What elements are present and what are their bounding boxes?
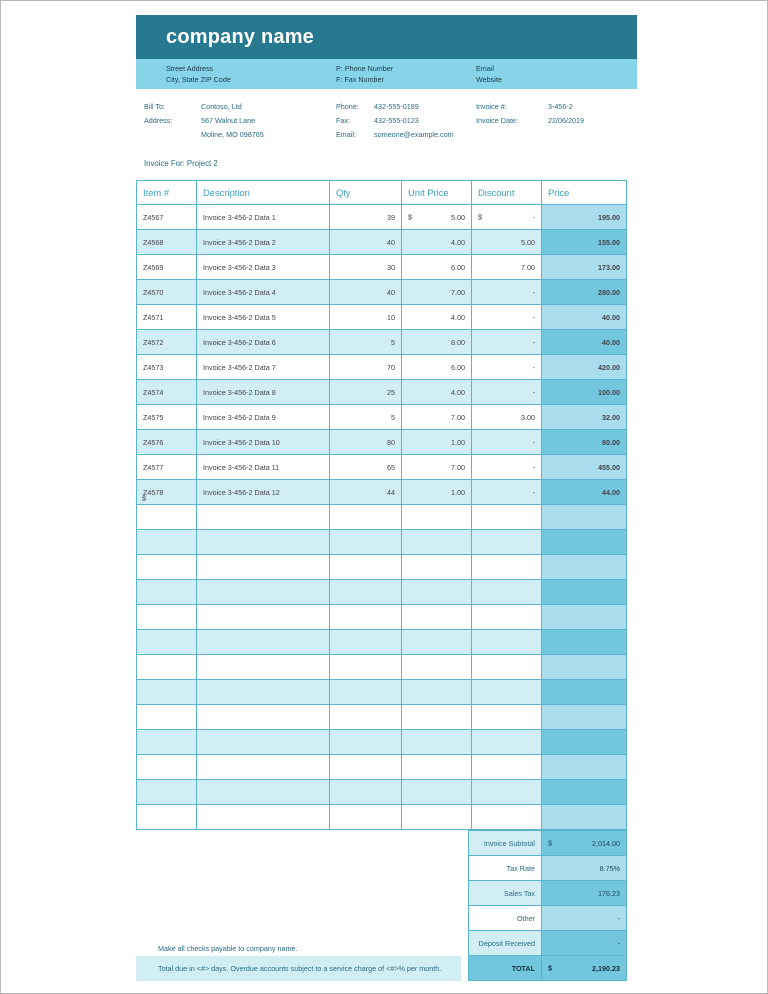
cell-empty <box>330 780 402 805</box>
cell-qty: 30 <box>330 255 402 280</box>
cell-discount: - <box>472 430 542 455</box>
column-header-unit-price: Unit Price <box>402 181 472 205</box>
cell-empty <box>197 805 330 830</box>
cell-unit-price: 8.00 <box>402 330 472 355</box>
table-row <box>137 405 627 430</box>
company-contact-band <box>136 59 637 89</box>
totals-label: Deposit Received <box>469 931 542 956</box>
cell-empty <box>137 730 197 755</box>
cell-empty <box>197 655 330 680</box>
cell-description: Invoice 3-456-2 Data 7 <box>197 355 330 380</box>
cell-empty <box>542 505 627 530</box>
cell-empty <box>197 605 330 630</box>
cell-description: Invoice 3-456-2 Data 5 <box>197 305 330 330</box>
table-row-empty <box>137 505 627 530</box>
cell-qty: 39 <box>330 205 402 230</box>
cell-empty <box>137 655 197 680</box>
cell-price: 40.00 <box>542 330 627 355</box>
invoice-date-label: Invoice Date: <box>476 116 518 125</box>
cell-empty <box>402 605 472 630</box>
totals-label: Other <box>469 906 542 931</box>
invoice-number-label: Invoice #: <box>476 102 507 111</box>
cell-discount: 7.00 <box>472 255 542 280</box>
table-row <box>137 430 627 455</box>
cell-item-number: Z4575 <box>137 405 197 430</box>
cell-unit-price: 6.00 <box>402 355 472 380</box>
cell-empty <box>402 530 472 555</box>
totals-row <box>469 856 627 881</box>
cell-empty <box>330 655 402 680</box>
cell-empty <box>472 755 542 780</box>
column-header-price: Price <box>542 181 627 205</box>
cell-description: Invoice 3-456-2 Data 9 <box>197 405 330 430</box>
cell-empty <box>330 705 402 730</box>
cell-empty <box>197 780 330 805</box>
cell-item-number: Z4568 <box>137 230 197 255</box>
cell-empty <box>472 655 542 680</box>
cell-item-number: Z4569 <box>137 255 197 280</box>
cell-empty <box>542 555 627 580</box>
contact-website-label: Website <box>476 75 502 84</box>
line-items-body <box>137 205 627 830</box>
cell-qty: 40 <box>330 280 402 305</box>
cell-price: $ 195.00 <box>542 205 627 230</box>
table-row <box>137 380 627 405</box>
cell-empty <box>197 580 330 605</box>
cell-unit-price: 1.00 <box>402 430 472 455</box>
cell-empty <box>472 505 542 530</box>
cell-discount: - <box>472 480 542 505</box>
cell-empty <box>542 655 627 680</box>
cell-empty <box>137 755 197 780</box>
cell-empty <box>402 630 472 655</box>
contact-email-label: Email <box>476 64 494 73</box>
cell-discount: $ - <box>472 205 542 230</box>
cell-description: Invoice 3-456-2 Data 11 <box>197 455 330 480</box>
cell-empty <box>137 505 197 530</box>
totals-value: $ 2,014.00 <box>542 831 627 856</box>
cell-unit-price: 4.00 <box>402 305 472 330</box>
cell-empty <box>197 730 330 755</box>
cell-item-number: Z4574 <box>137 380 197 405</box>
cell-empty <box>330 605 402 630</box>
table-row-empty <box>137 755 627 780</box>
contact-column-address <box>166 63 231 85</box>
cell-unit-price: 7.00 <box>402 280 472 305</box>
cell-discount: 3.00 <box>472 405 542 430</box>
footer-payable-note: Make all checks payable to company name. <box>158 944 298 953</box>
cell-unit-price: 7.00 <box>402 405 472 430</box>
contact-column-web <box>476 63 502 85</box>
cell-description: Invoice 3-456-2 Data 2 <box>197 230 330 255</box>
cell-qty: 44 <box>330 480 402 505</box>
cell-price: 40.00 <box>542 305 627 330</box>
address-line-2: Moline, MO 098765 <box>201 130 264 139</box>
cell-description: Invoice 3-456-2 Data 10 <box>197 430 330 455</box>
currency-symbol: $ <box>548 838 552 848</box>
cell-empty <box>402 730 472 755</box>
cell-empty <box>542 630 627 655</box>
cell-item-number: Z4573 <box>137 355 197 380</box>
column-header-item: Item # <box>137 181 197 205</box>
address-line-1: 567 Walnut Lane <box>201 116 256 125</box>
cell-empty <box>137 805 197 830</box>
fax-value: 432-555-0123 <box>374 116 419 125</box>
cell-discount: - <box>472 280 542 305</box>
cell-empty <box>330 630 402 655</box>
cell-empty <box>542 705 627 730</box>
contact-city-state-zip: City, State ZIP Code <box>166 75 231 84</box>
cell-discount: - <box>472 305 542 330</box>
cell-price: 44.00 <box>542 480 627 505</box>
cell-empty <box>330 530 402 555</box>
table-row-empty <box>137 555 627 580</box>
cell-item-number: Z4577 <box>137 455 197 480</box>
contact-street-address: Street Address <box>166 64 214 73</box>
totals-row <box>469 831 627 856</box>
cell-item-number: Z4567 <box>137 205 197 230</box>
cell-empty <box>330 505 402 530</box>
cell-empty <box>330 730 402 755</box>
cell-description: Invoice 3-456-2 Data 1 <box>197 205 330 230</box>
totals-row <box>469 906 627 931</box>
cell-unit-price: 1.00 <box>402 480 472 505</box>
cell-empty <box>542 730 627 755</box>
cell-price: 155.00 <box>542 230 627 255</box>
cell-empty <box>542 605 627 630</box>
cell-qty: 70 <box>330 355 402 380</box>
cell-empty <box>137 630 197 655</box>
cell-empty <box>197 755 330 780</box>
cell-empty <box>402 780 472 805</box>
cell-qty: 25 <box>330 380 402 405</box>
company-name: company name <box>166 25 315 48</box>
cell-empty <box>330 680 402 705</box>
cell-empty <box>542 580 627 605</box>
invoice-date-value: 22/06/2019 <box>548 116 584 125</box>
cell-empty <box>472 705 542 730</box>
table-row <box>137 280 627 305</box>
cell-empty <box>542 680 627 705</box>
cell-price: 173.00 <box>542 255 627 280</box>
cell-empty <box>197 505 330 530</box>
contact-fax-number: F: Fax Number <box>336 75 384 84</box>
cell-empty <box>137 555 197 580</box>
table-row-empty <box>137 705 627 730</box>
cell-empty <box>137 530 197 555</box>
cell-empty <box>402 805 472 830</box>
cell-description: Invoice 3-456-2 Data 12 <box>197 480 330 505</box>
cell-empty <box>402 580 472 605</box>
cell-discount: - <box>472 380 542 405</box>
cell-empty <box>197 555 330 580</box>
cell-qty: 80 <box>330 430 402 455</box>
footer-terms-note: Total due in <#> days. Overdue accounts subject to a service charge of <#>% per month. <box>136 956 461 981</box>
cell-price: 455.00 <box>542 455 627 480</box>
cell-empty <box>472 730 542 755</box>
cell-empty <box>197 630 330 655</box>
totals-value: - <box>542 906 627 931</box>
currency-symbol: $ <box>548 963 552 973</box>
totals-label: Invoice Subtotal <box>469 831 542 856</box>
totals-value: 176.23 <box>542 881 627 906</box>
table-row-empty <box>137 605 627 630</box>
cell-price: 100.00 <box>542 380 627 405</box>
table-row <box>137 330 627 355</box>
currency-symbol: $ <box>478 212 482 222</box>
cell-empty <box>402 655 472 680</box>
cell-empty <box>472 555 542 580</box>
cell-description: Invoice 3-456-2 Data 6 <box>197 330 330 355</box>
cell-qty: 5 <box>330 405 402 430</box>
bill-to-customer: Contoso, Ltd <box>201 102 242 111</box>
cell-qty: 65 <box>330 455 402 480</box>
cell-empty <box>402 555 472 580</box>
table-row <box>137 255 627 280</box>
invoice-sheet <box>136 15 637 981</box>
cell-empty <box>137 705 197 730</box>
cell-empty <box>137 780 197 805</box>
table-row-empty <box>137 530 627 555</box>
company-header-band <box>136 15 637 59</box>
cell-price: 80.00 <box>542 430 627 455</box>
address-label: Address: <box>144 116 173 125</box>
cell-empty <box>472 680 542 705</box>
cell-discount: - <box>472 330 542 355</box>
cell-empty <box>472 780 542 805</box>
phone-value: 432-555-0189 <box>374 102 419 111</box>
cell-discount: - <box>472 455 542 480</box>
invoice-footer <box>136 941 637 981</box>
cell-empty <box>472 630 542 655</box>
cell-empty <box>330 755 402 780</box>
line-items-table <box>136 180 627 830</box>
cell-empty <box>542 805 627 830</box>
cell-empty <box>137 580 197 605</box>
table-row <box>137 355 627 380</box>
cell-qty: 10 <box>330 305 402 330</box>
totals-row <box>469 881 627 906</box>
table-row-empty <box>137 780 627 805</box>
cell-price: 420.00 <box>542 355 627 380</box>
table-row <box>137 305 627 330</box>
contact-phone-number: P: Phone Number <box>336 64 394 73</box>
cell-empty <box>197 705 330 730</box>
fax-label: Fax: <box>336 116 350 125</box>
cell-empty <box>472 530 542 555</box>
totals-label: Sales Tax <box>469 881 542 906</box>
cell-description: Invoice 3-456-2 Data 8 <box>197 380 330 405</box>
cell-unit-price: 6.00 <box>402 255 472 280</box>
cell-item-number: Z4578 <box>137 480 197 505</box>
table-row-empty <box>137 655 627 680</box>
cell-empty <box>542 530 627 555</box>
cell-empty <box>137 680 197 705</box>
table-row-empty <box>137 680 627 705</box>
phone-label: Phone: <box>336 102 359 111</box>
cell-unit-price: $ 5.00 <box>402 205 472 230</box>
currency-symbol: $ <box>408 212 412 222</box>
table-row <box>137 205 627 230</box>
cell-price: 32.00 <box>542 405 627 430</box>
cell-empty <box>402 505 472 530</box>
cell-empty <box>472 805 542 830</box>
cell-item-number: Z4572 <box>137 330 197 355</box>
cell-empty <box>197 530 330 555</box>
cell-empty <box>330 580 402 605</box>
table-row <box>137 480 627 505</box>
cell-qty: 40 <box>330 230 402 255</box>
bill-to-block <box>136 101 637 159</box>
cell-empty <box>137 605 197 630</box>
cell-empty <box>542 755 627 780</box>
totals-label: Tax Rate <box>469 856 542 881</box>
invoice-number-value: 3-456-2 <box>548 102 573 111</box>
cell-empty <box>330 555 402 580</box>
cell-discount: 5.00 <box>472 230 542 255</box>
cell-empty <box>330 805 402 830</box>
cell-discount: - <box>472 355 542 380</box>
table-row <box>137 230 627 255</box>
cell-item-number: Z4576 <box>137 430 197 455</box>
cell-empty <box>197 680 330 705</box>
totals-value: $ 2,190.23 <box>542 956 627 981</box>
table-row-empty <box>137 630 627 655</box>
totals-value: 8.75% <box>542 856 627 881</box>
table-row <box>137 455 627 480</box>
email-label: Email: <box>336 130 356 139</box>
invoice-for-line: Invoice For: Project 2 <box>144 159 218 168</box>
cell-item-number: Z4571 <box>137 305 197 330</box>
table-row-empty <box>137 805 627 830</box>
column-header-discount: Discount <box>472 181 542 205</box>
cell-empty <box>402 755 472 780</box>
cell-empty <box>402 680 472 705</box>
cell-empty <box>542 780 627 805</box>
cell-unit-price: 4.00 <box>402 380 472 405</box>
cell-description: Invoice 3-456-2 Data 3 <box>197 255 330 280</box>
table-row-empty <box>137 580 627 605</box>
cell-empty <box>402 705 472 730</box>
cell-unit-price: 7.00 <box>402 455 472 480</box>
currency-symbol: $ <box>142 493 146 503</box>
cell-qty: 5 <box>330 330 402 355</box>
column-header-qty: Qty <box>330 181 402 205</box>
bill-to-label: Bill To: <box>144 102 166 111</box>
email-value: someone@example.com <box>374 130 454 139</box>
totals-value: - <box>542 931 627 956</box>
column-header-description: Description <box>197 181 330 205</box>
totals-label: TOTAL <box>469 956 542 981</box>
table-header-row <box>137 181 627 205</box>
cell-unit-price: 4.00 <box>402 230 472 255</box>
cell-empty <box>472 605 542 630</box>
table-row-empty <box>137 730 627 755</box>
cell-description: Invoice 3-456-2 Data 4 <box>197 280 330 305</box>
cell-item-number: Z4570 <box>137 280 197 305</box>
cell-empty <box>472 580 542 605</box>
cell-price: 280.00 <box>542 280 627 305</box>
contact-column-phone <box>336 63 393 85</box>
